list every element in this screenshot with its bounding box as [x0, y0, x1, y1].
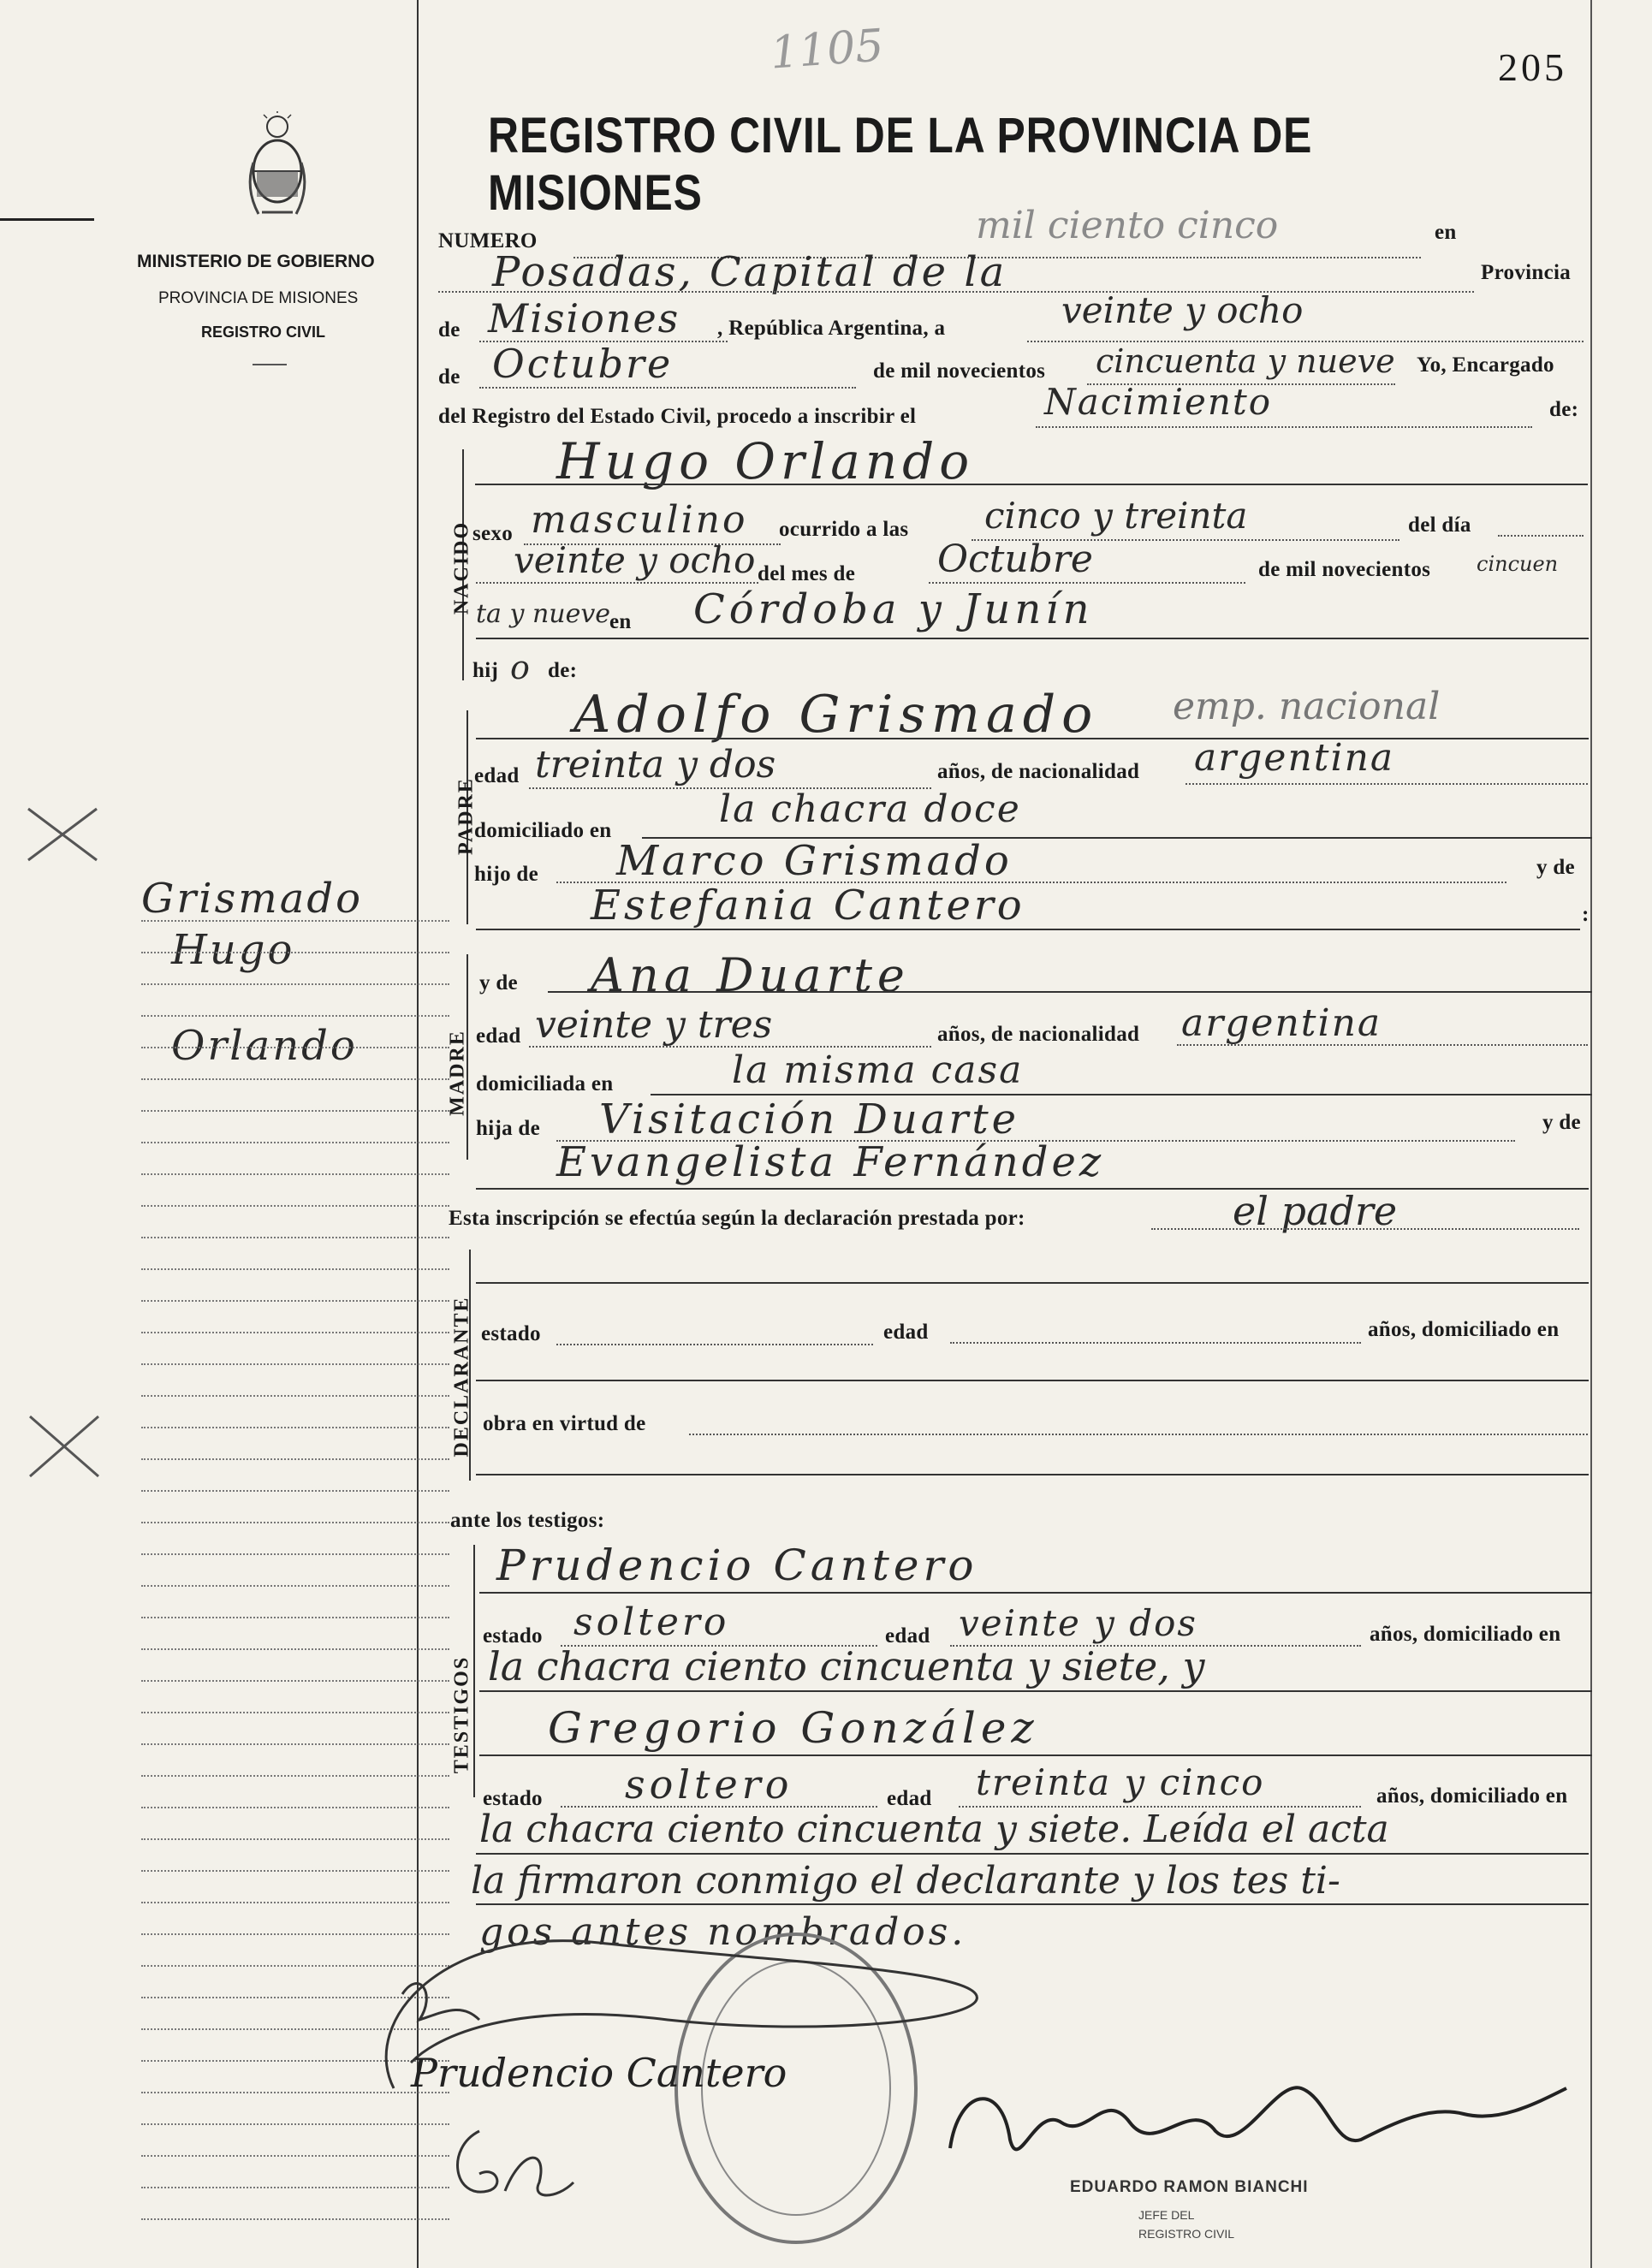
day-value: veinte y ocho — [1061, 289, 1304, 331]
official-stamp-line2: JEFE DEL — [1138, 2208, 1195, 2222]
year-value: cincuenta y nueve — [1096, 342, 1395, 380]
father-nacionalidad-value: argentina — [1194, 736, 1395, 780]
stub-ruled-line — [141, 1078, 449, 1080]
mother-domicilio-label: domiciliada en — [476, 1072, 614, 1095]
stub-ruled-line — [141, 1268, 449, 1270]
province-value: Misiones — [488, 295, 680, 341]
declarante-tab: DECLARANTE — [450, 1296, 473, 1458]
numero-label: NUMERO — [438, 229, 538, 252]
stub-ruled-line — [141, 1173, 449, 1175]
coat-of-arms-icon — [241, 111, 313, 240]
stub-ruled-line — [141, 2218, 449, 2220]
mother-nacionalidad-label: años, de nacionalidad — [937, 1023, 1140, 1046]
stub-ruled-line — [141, 1807, 449, 1808]
witness2-name-value: Gregorio González — [548, 1703, 1039, 1753]
stub-ruled-line — [141, 1237, 449, 1238]
place-value: Posadas, Capital de la — [492, 248, 1007, 296]
witness1-domicilio-value: la chacra ciento cincuenta y siete, y — [488, 1643, 1205, 1689]
dia-value: veinte y ocho — [514, 539, 756, 581]
madre-tab: MADRE — [446, 1030, 469, 1116]
stub-ruled-line — [141, 1648, 449, 1650]
form-title: REGISTRO CIVIL DE LA PROVINCIA DE MISIONES — [488, 108, 1313, 221]
stub-ruled-line — [141, 1490, 449, 1492]
stub-ruled-line — [141, 1838, 449, 1840]
testigos-intro: ante los testigos: — [450, 1509, 605, 1532]
stub-ruled-line — [141, 1427, 449, 1428]
mother-name-value: Ana Duarte — [591, 948, 910, 1002]
margin-dash — [0, 218, 94, 221]
hijo-suffix-value: o — [510, 649, 530, 686]
stub-ruled-line — [141, 2155, 449, 2157]
stub-office: REGISTRO CIVIL — [201, 324, 326, 341]
republica-label: , República Argentina, a — [717, 317, 946, 340]
numero-value: mil ciento cinco — [976, 204, 1279, 247]
father-domicilio-label: domiciliado en — [474, 819, 612, 842]
mes-label: del mes de — [758, 562, 856, 585]
hora-label: ocurrido a las — [779, 518, 909, 541]
maternal-grandmother-value: Evangelista Fernández — [556, 1138, 1105, 1186]
witness2-estado-label: estado — [483, 1787, 543, 1810]
de-colon-label: de: — [1549, 398, 1579, 421]
stub-ruled-line — [141, 1585, 449, 1587]
stub-ruled-line — [141, 983, 449, 985]
witness1-estado-label: estado — [483, 1624, 543, 1648]
sexo-value: masculino — [531, 498, 748, 542]
father-y-de-label: y de — [1536, 856, 1575, 879]
mother-domicilio-value: la misma casa — [732, 1048, 1024, 1092]
signature-initials-icon — [445, 2114, 582, 2208]
sexo-label: sexo — [472, 522, 514, 545]
witness-signature: Prudencio Cantero — [411, 2050, 787, 2096]
cross-mark-icon — [24, 804, 101, 864]
page-number: 205 — [1498, 45, 1567, 89]
anio-label: de mil novecientos — [1258, 558, 1431, 581]
witness1-anos-label: años, domiciliado en — [1370, 1623, 1561, 1646]
stub-ruled-line — [141, 1015, 449, 1017]
mother-edad-label: edad — [476, 1024, 521, 1048]
father-occupation-value: emp. nacional — [1173, 685, 1441, 728]
official-signature-icon — [933, 2054, 1584, 2182]
stub-ruled-line — [141, 1142, 449, 1143]
stub-given-name-1: Hugo — [171, 926, 295, 974]
stub-ruled-line — [141, 1522, 449, 1523]
closing-text-2: gos antes nombrados. — [479, 1910, 967, 1954]
stub-ruled-line — [141, 1110, 449, 1112]
provincia-label: Provincia — [1481, 261, 1572, 284]
stub-ruled-line — [141, 1205, 449, 1207]
dia-label: del día — [1408, 514, 1471, 537]
stub-ruled-line — [141, 1047, 449, 1048]
hora-value: cinco y treinta — [984, 495, 1248, 537]
witness1-edad-value: veinte y dos — [959, 1602, 1197, 1644]
en-label: en — [1435, 221, 1457, 244]
stub-surname: Grismado — [141, 875, 364, 923]
father-domicilio-value: la chacra doce — [719, 787, 1021, 831]
official-stamp-name: EDUARDO RAMON BIANCHI — [1070, 2178, 1309, 2196]
witness1-edad-label: edad — [885, 1624, 930, 1648]
official-stamp-line3: REGISTRO CIVIL — [1138, 2227, 1235, 2241]
mother-y-de-label: y de — [479, 971, 518, 994]
stub-ruled-line — [141, 1553, 449, 1555]
stub-ruled-line — [141, 1458, 449, 1460]
witness2-edad-value: treinta y cinco — [976, 1761, 1265, 1803]
de-label: de — [438, 318, 461, 341]
yo-encargado-label: Yo, Encargado — [1417, 353, 1554, 377]
right-edge-rule — [1590, 0, 1592, 2268]
month-value: Octubre — [492, 341, 674, 387]
mother-y-de-label-2: y de — [1542, 1111, 1581, 1134]
registro-label: del Registro del Estado Civil, procedo a inscribir el — [438, 405, 917, 428]
stub-ruled-line — [141, 1332, 449, 1333]
testigos-tab: TESTIGOS — [450, 1655, 473, 1774]
declarante-obra-label: obra en virtud de — [483, 1412, 646, 1435]
mother-edad-value: veinte y tres — [535, 1003, 773, 1047]
father-colon: : — [1582, 903, 1590, 926]
act-value: Nacimiento — [1044, 381, 1273, 423]
father-nacionalidad-label: años, de nacionalidad — [937, 760, 1140, 783]
lugar-value: Córdoba y Junín — [693, 585, 1094, 633]
declarante-anos-label: años, domiciliado en — [1368, 1318, 1560, 1341]
stub-ruled-line — [141, 1712, 449, 1713]
witness2-estado-value: soltero — [625, 1761, 793, 1808]
lugar-en-label: en — [609, 610, 632, 633]
stub-ruled-line — [141, 1775, 449, 1777]
stub-ruled-line — [141, 1680, 449, 1682]
nacido-tab: NACIDO — [450, 520, 473, 615]
declaracion-value: el padre — [1233, 1188, 1398, 1234]
stub-ministry: MINISTERIO DE GOBIERNO — [137, 252, 375, 271]
anio-value: cincuen — [1477, 552, 1559, 576]
witness2-anos-label: años, domiciliado en — [1376, 1784, 1568, 1808]
witness1-name-value: Prudencio Cantero — [496, 1541, 978, 1590]
maternal-grandfather-value: Visitación Duarte — [599, 1095, 1020, 1143]
declaracion-label: Esta inscripción se efectúa según la declaración prestada por: — [449, 1207, 1025, 1230]
top-mark: 1105 — [769, 20, 886, 80]
stub-ruled-line — [141, 920, 449, 922]
father-name-value: Adolfo Grismado — [573, 685, 1099, 745]
father-edad-label: edad — [474, 764, 520, 787]
stub-ruled-line — [141, 1300, 449, 1302]
cross-mark-icon — [26, 1412, 103, 1481]
paternal-grandmother-value: Estefania Cantero — [591, 882, 1025, 929]
paternal-grandfather-value: Marco Grismado — [616, 837, 1013, 885]
father-hijo-label: hijo de — [474, 863, 539, 886]
de-label-2: de — [438, 365, 461, 389]
hijo-label: hij — [472, 659, 499, 682]
stub-ruled-line — [141, 1870, 449, 1872]
mes-value: Octubre — [937, 537, 1093, 581]
declarante-edad-label: edad — [883, 1321, 929, 1344]
padre-tab: PADRE — [455, 777, 478, 855]
stub-ruled-line — [141, 1617, 449, 1618]
stub-given-name-2: Orlando — [171, 1022, 358, 1070]
father-edad-value: treinta y dos — [535, 743, 776, 787]
hijo-de-label: de: — [548, 659, 578, 682]
mother-nacionalidad-value: argentina — [1181, 1001, 1382, 1045]
stub-ruled-line — [141, 2187, 449, 2188]
year-label: de mil novecientos — [873, 359, 1046, 383]
anio-value-continued: ta y nueve — [476, 599, 611, 629]
stub-ruled-line — [141, 2123, 449, 2125]
stub-ruled-line — [141, 1743, 449, 1745]
child-name-value: Hugo Orlando — [556, 432, 975, 490]
stub-rule — [253, 364, 287, 365]
mother-hija-label: hija de — [476, 1117, 541, 1140]
stub-ruled-line — [141, 1363, 449, 1365]
witness2-domicilio-value: la chacra ciento cincuenta y siete. Leída el acta — [479, 1808, 1389, 1851]
stub-ruled-line — [141, 1395, 449, 1397]
witness2-edad-label: edad — [887, 1787, 932, 1810]
stub-ruled-line — [141, 952, 449, 953]
closing-text-1: la firmaron conmigo el declarante y los tes ti- — [471, 1859, 1340, 1903]
declarante-estado-label: estado — [481, 1322, 541, 1345]
stub-province: PROVINCIA DE MISIONES — [158, 289, 359, 307]
witness1-estado-value: soltero — [573, 1600, 730, 1644]
